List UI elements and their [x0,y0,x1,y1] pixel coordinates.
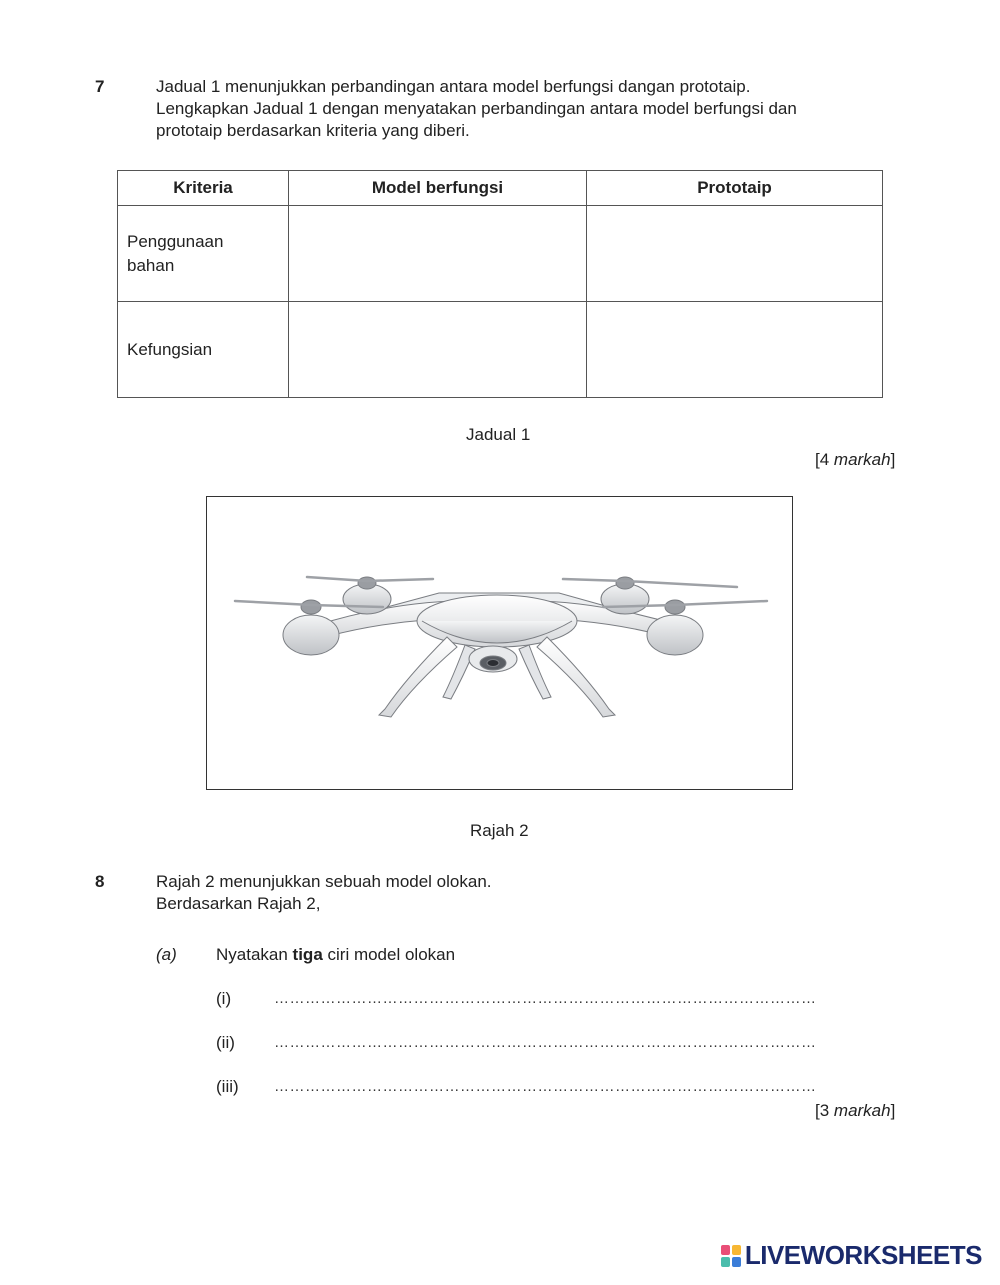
logo-tile [721,1257,730,1267]
question-7-number: 7 [95,77,105,96]
marks-open: [3 [815,1101,834,1120]
brand-name: LIVEWORKSHEETS [744,1240,982,1270]
figure-box [206,496,793,790]
question-7-text [156,76,797,142]
answer-cell-prototype[interactable] [587,302,883,398]
table-row [118,206,883,302]
question-7-line: Lengkapkan Jadual 1 dengan menyatakan perbandingan antara model berfungsi dan [156,99,797,118]
answer-cell-model[interactable] [289,206,587,302]
table-caption: Jadual 1 [466,425,531,444]
header-model-berfungsi: Model berfungsi [289,171,587,206]
marks-close: ] [890,1101,896,1120]
item-numeral: (iii) [216,1077,239,1096]
part-a-bold: tiga [292,945,323,964]
part-a-question [216,944,455,966]
table-header-row [118,171,883,206]
question-8-line: Rajah 2 menunjukkan sebuah model olokan. [156,872,492,891]
criteria-table [117,170,883,398]
part-a-text: ciri model olokan [322,945,456,964]
criterion-cell: Kefungsian [118,302,289,398]
question-8-line: Berdasarkan Rajah 2, [156,894,321,913]
marks-q7 [815,450,895,470]
drone-illustration [207,497,791,788]
item-numeral: (i) [216,989,232,1008]
answer-cell-model[interactable] [289,302,587,398]
question-7-line: Jadual 1 menunjukkan perbandingan antara model berfungsi dangan prototaip. [156,77,751,96]
criterion-cell [118,206,289,302]
marks-close: ] [890,450,896,469]
criterion-label: bahan [127,255,175,275]
marks-word: markah [833,1101,891,1120]
logo-tile [732,1245,741,1255]
marks-q8 [815,1101,895,1121]
answer-cell-prototype[interactable] [587,206,883,302]
part-a-label: (a) [156,945,177,964]
answer-line[interactable]: …………………………………………………………………………………………… [274,990,817,1007]
liveworksheets-logo-icon [721,1245,741,1267]
question-8-number: 8 [95,872,105,891]
question-7-line: prototaip berdasarkan kriteria yang diberi. [156,121,470,140]
answer-line[interactable]: …………………………………………………………………………………………… [274,1078,817,1095]
logo-tile [721,1245,730,1255]
header-kriteria: Kriteria [118,171,289,206]
header-prototaip: Prototaip [587,171,883,206]
answer-line[interactable]: …………………………………………………………………………………………… [274,1034,817,1051]
liveworksheets-brand [721,1240,982,1271]
item-numeral: (ii) [216,1033,235,1052]
part-a-text: Nyatakan [216,945,293,964]
marks-word: markah [833,450,891,469]
question-8-text [156,871,492,915]
criterion-label: Penggunaan [127,231,224,251]
marks-open: [4 [815,450,834,469]
table-row [118,302,883,398]
figure-caption: Rajah 2 [470,821,529,840]
logo-tile [732,1257,741,1267]
